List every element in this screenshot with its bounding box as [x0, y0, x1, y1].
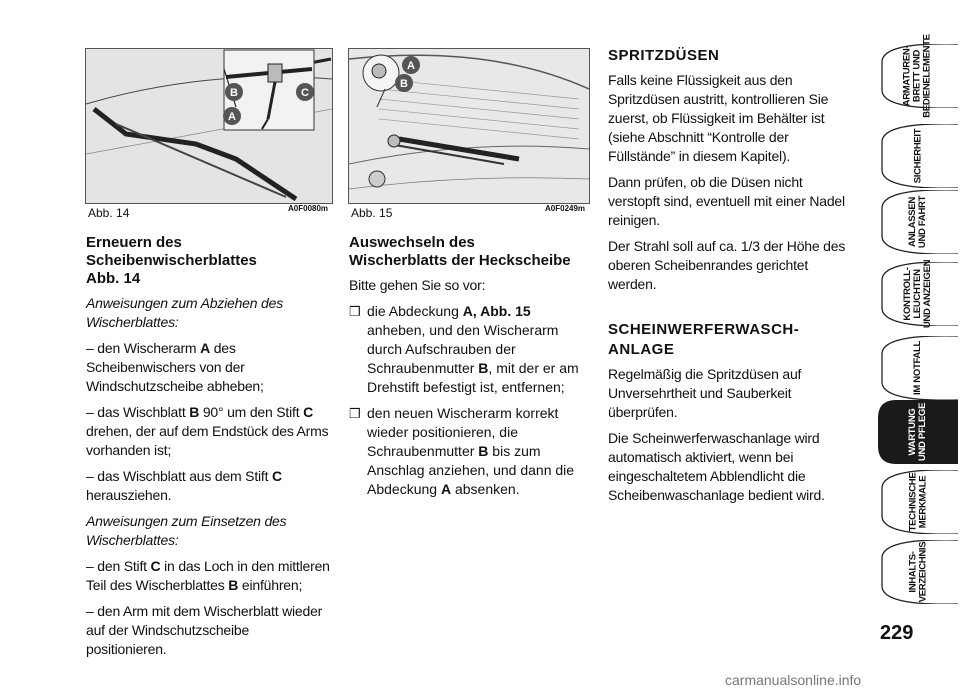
chapter-tab-label: KONTROLL- LEUCHTEN UND ANZEIGEN [901, 259, 933, 329]
chapter-tab-1[interactable] [878, 34, 958, 118]
chapter-tab-label: WARTUNG UND PFLEGE [906, 402, 928, 462]
chapter-tab-label: INHALTS- VERZEICHNIS [906, 541, 928, 603]
paragraph: Die Scheinwerferwaschanlage wird automatisch aktiviert, wenn bei eingeschaltetem Abblendlicht die Scheibenwaschanlage bedient wird. [608, 430, 825, 503]
callout-label: B [400, 78, 408, 90]
paragraph: Dann prüfen, ob die Düsen nicht verstopft sind, eventuell mit einer Nadel reinigen. [608, 174, 845, 228]
checkbox-bullet-icon: ❒ [349, 406, 361, 421]
wiper-blade-illustration [86, 49, 332, 203]
instruction-step: – das Wischblatt aus dem Stift C herausziehen. [86, 468, 282, 503]
heading-line: Abb. 14 [86, 270, 141, 287]
instruction-step: – das Wischblatt B 90° um den Stift C drehen, der auf dem Endstück des Arms vorhanden ist; [86, 404, 329, 458]
chapter-tab-6[interactable] [878, 400, 958, 464]
chapter-tab-label: ARMATUREN- BRETT UND BEDIENELEMENTE [902, 34, 934, 118]
instruction-step: – den Wischerarm A des Scheibenwischers von der Windschutzscheibe abheben; [86, 340, 264, 394]
section-heading: SPRITZDÜSEN [608, 47, 720, 64]
heading-line: Erneuern des [86, 234, 182, 251]
chapter-tab-label: TECHNISCHE MERKMALE [906, 472, 928, 532]
chapter-tab-5[interactable] [878, 336, 958, 400]
rear-wiper-illustration [349, 49, 589, 203]
callout-label: B [230, 87, 238, 99]
bullet-item: ❒ den neuen Wischerarm korrekt wieder positionieren, die Schraubenmutter B bis zum Anschlag anziehen, und dann die Abdeckung A absenken. [349, 405, 575, 497]
section-heading [86, 234, 330, 288]
figure-code: A0F0080m [288, 204, 329, 213]
paragraph: Regelmäßig die Spritzdüsen auf Unversehrtheit und Sauberkeit überprüfen. [608, 366, 802, 420]
chapter-tab-label: SICHERHEIT [911, 128, 923, 184]
chapter-tab-8[interactable] [878, 540, 958, 604]
section-heading [349, 234, 589, 270]
figure-caption: Abb. 15 [351, 206, 393, 220]
chapter-tabs [868, 0, 960, 692]
callout-label: C [301, 87, 309, 99]
heading-line: Wischerblatts der Heckscheibe [349, 252, 571, 269]
intro-text: Bitte gehen Sie so vor: [349, 277, 486, 293]
chapter-tab-7[interactable] [878, 470, 958, 534]
instruction-intro: Anweisungen zum Abziehen des Wischerblattes: [86, 295, 284, 330]
page-number: 229 [880, 622, 914, 644]
watermark: carmanualsonline.info [725, 672, 862, 688]
chapter-tab-3[interactable] [878, 190, 958, 254]
section-rear-wiper [349, 234, 589, 506]
chapter-tab-label: IM NOTFALL [912, 341, 923, 395]
chapter-tab-label: ANLASSEN UND FAHRT [907, 195, 928, 249]
instruction-intro: Anweisungen zum Einsetzen des Wischerblattes: [86, 513, 287, 548]
bullet-item: ❒ die Abdeckung A, Abb. 15 anheben, und den Wischerarm durch Aufschrauben der Schraubenmutter B, mit der er am Drehstift befestigt ist, entfernen; [349, 303, 579, 395]
heading-line: Auswechseln des [349, 234, 475, 251]
section-nozzles [608, 46, 852, 512]
callout-label: A [228, 111, 236, 123]
instruction-step: – den Stift C in das Loch in den mittleren Teil des Wischerblattes B einführen; [86, 558, 330, 593]
instruction-step: – den Arm mit dem Wischerblatt wieder auf der Windschutzscheibe positionieren. [86, 603, 323, 657]
section-heading [608, 320, 852, 360]
figure-code: A0F0249m [545, 204, 586, 213]
figure-abb-14 [85, 48, 333, 204]
heading-line: ANLAGE [608, 341, 675, 358]
heading-line: SCHEINWERFERWASCH- [608, 321, 800, 338]
chapter-tab-2[interactable] [878, 124, 958, 188]
figure-abb-15 [348, 48, 590, 204]
checkbox-bullet-icon: ❒ [349, 304, 361, 319]
heading-line: Scheibenwischerblattes [86, 252, 257, 269]
figure-caption: Abb. 14 [88, 206, 130, 220]
paragraph: Der Strahl soll auf ca. 1/3 der Höhe des oberen Scheibenrandes gerichtet werden. [608, 238, 846, 292]
section-wiper-blade [86, 234, 330, 666]
paragraph: Falls keine Flüssigkeit aus den Spritzdüsen austritt, kontrollieren Sie zuerst, ob Flüssigkeit im Behälter ist (siehe Abschnitt “Kontrolle der Füllstände” in diesem Kapitel). [608, 72, 829, 164]
chapter-tab-4[interactable] [878, 259, 958, 329]
callout-label: A [407, 60, 415, 72]
